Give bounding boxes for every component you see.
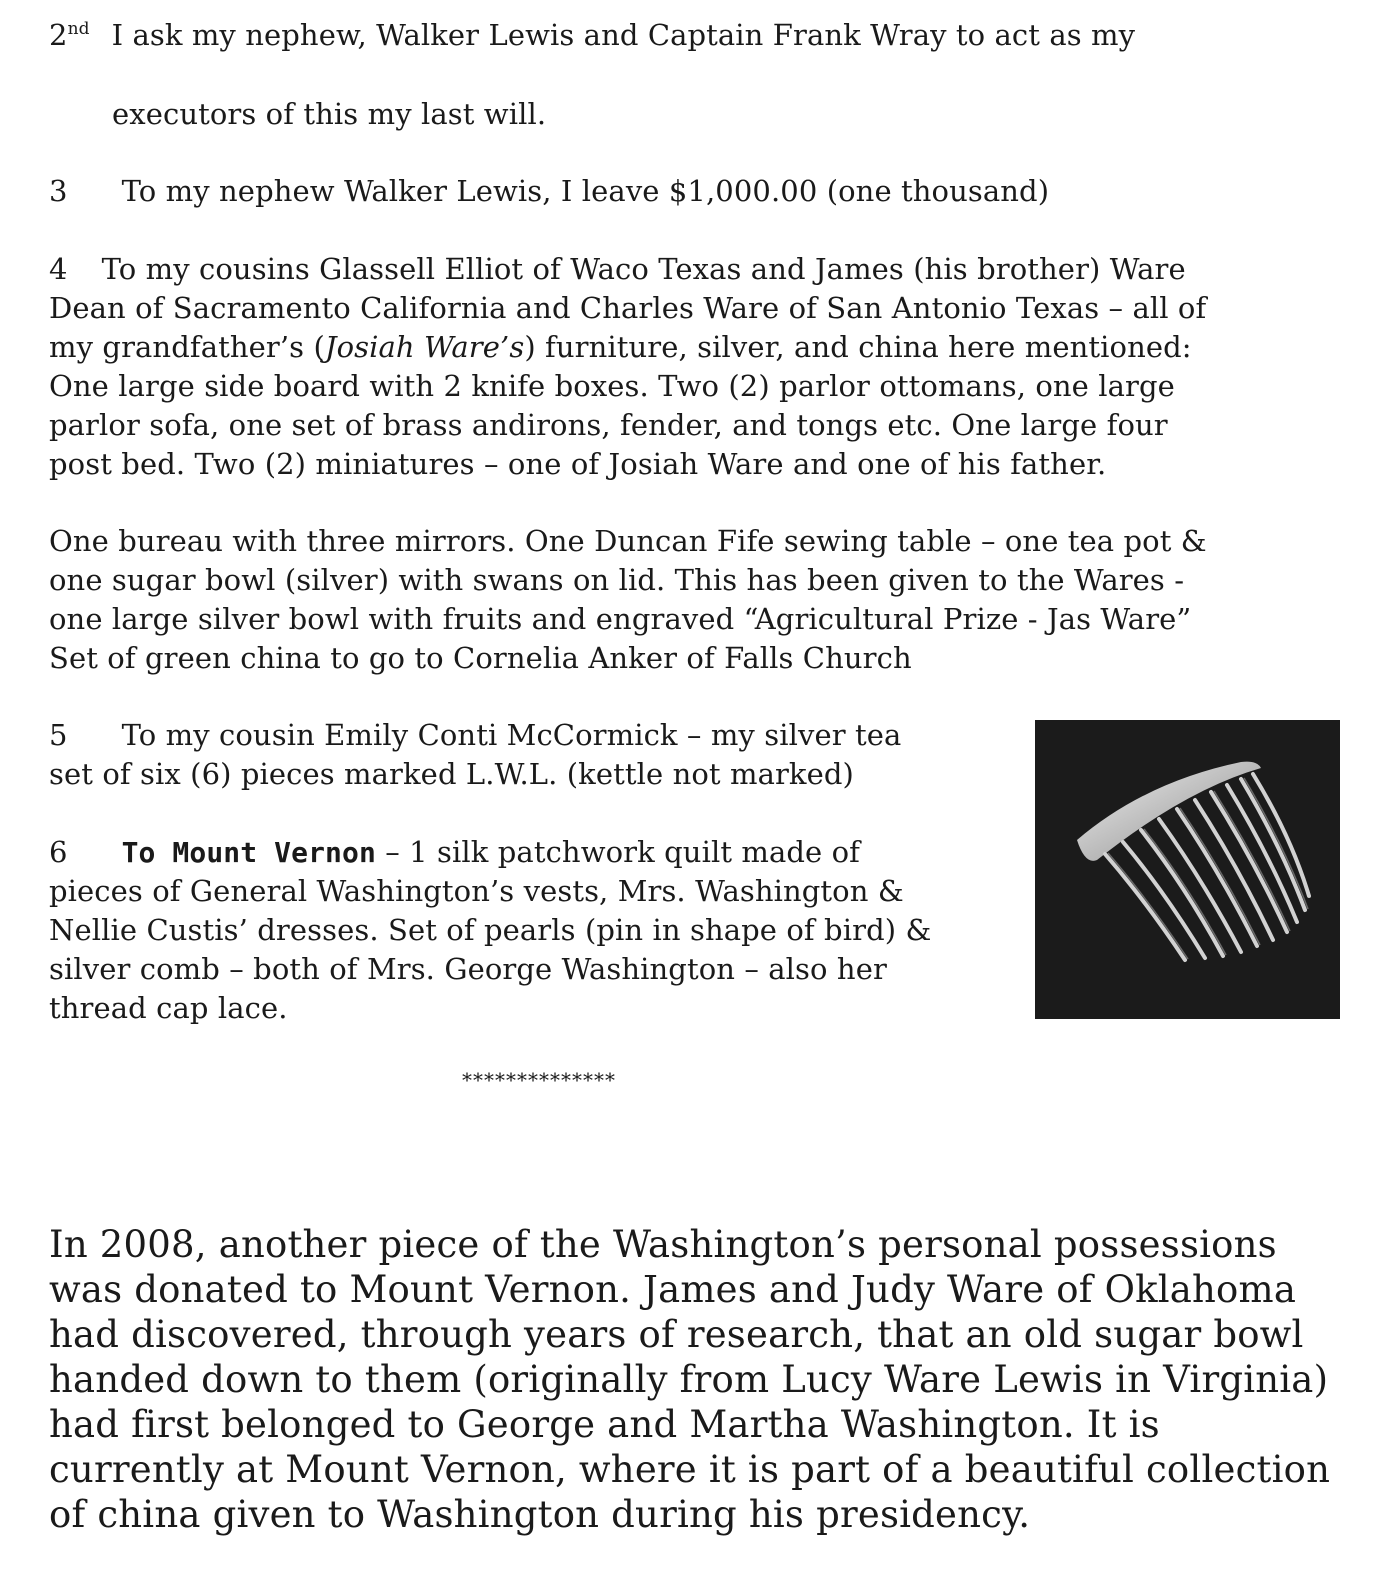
item-4-line-3-end: ) furniture, silver, and china here mentioned: <box>524 330 1192 364</box>
item-6-text-1: – 1 silk patchwork quilt made of <box>375 835 861 869</box>
closing-line-1: In 2008, another piece of the Washington’s personal possessions <box>49 1223 1277 1266</box>
comb-image <box>1035 720 1340 1019</box>
item-4-line-3 <box>49 328 1192 367</box>
item-4b-line-4: Set of green china to go to Cornelia Anker of Falls Church <box>49 641 912 675</box>
item-6-number: 6 <box>49 835 68 869</box>
item-2-line-1 <box>49 16 1135 55</box>
item-2-line-2: executors of this my last will. <box>112 97 547 131</box>
closing-line-2: was donated to Mount Vernon. James and Judy Ware of Oklahoma <box>49 1268 1297 1311</box>
item-4b-line-1: One bureau with three mirrors. One Duncan Fife sewing table – one tea pot & <box>49 524 1207 558</box>
item-4-line-2: Dean of Sacramento California and Charles Ware of San Antonio Texas – all of <box>49 291 1207 325</box>
closing-line-3: had discovered, through years of research, that an old sugar bowl <box>49 1313 1304 1356</box>
item-4-line-4: One large side board with 2 knife boxes. Two (2) parlor ottomans, one large <box>49 369 1175 403</box>
item-4-line-1 <box>49 250 1186 289</box>
item-6-line-5: thread cap lace. <box>49 991 288 1025</box>
item-5-number: 5 <box>49 718 68 752</box>
item-4-line-5: parlor sofa, one set of brass andirons, fender, and tongs etc. One large four <box>49 408 1168 442</box>
item-4b-line-3: one large silver bowl with fruits and engraved “Agricultural Prize - Jas Ware” <box>49 602 1192 636</box>
closing-line-5: had first belonged to George and Martha Washington. It is <box>49 1403 1160 1446</box>
item-3-line <box>49 172 1049 211</box>
closing-line-7: of china given to Washington during his presidency. <box>49 1493 1031 1536</box>
item-4-italic-name: Josiah Ware’s <box>324 330 525 364</box>
item-2-number: 2nd <box>49 18 90 52</box>
item-3-text: To my nephew Walker Lewis, I leave $1,000.00 (one thousand) <box>121 174 1050 208</box>
item-5-text-1: To my cousin Emily Conti McCormick – my silver tea <box>121 718 902 752</box>
item-6-line-2: pieces of General Washington’s vests, Mrs. Washington & <box>49 874 904 908</box>
item-4-text-1: To my cousins Glassell Elliot of Waco Texas and James (his brother) Ware <box>101 252 1186 286</box>
item-2-text-1: I ask my nephew, Walker Lewis and Captain Frank Wray to act as my <box>111 18 1136 52</box>
item-5-line-2: set of six (6) pieces marked L.W.L. (kettle not marked) <box>49 757 854 791</box>
item-5-line-1 <box>49 716 901 755</box>
item-6-line-3: Nellie Custis’ dresses. Set of pearls (pin in shape of bird) & <box>49 913 932 947</box>
item-6-bold-heading: To Mount Vernon <box>121 836 376 869</box>
closing-line-6: currently at Mount Vernon, where it is part of a beautiful collection <box>49 1448 1331 1491</box>
item-4-number: 4 <box>49 252 68 286</box>
item-6-line-1 <box>49 833 860 872</box>
section-separator: ************** <box>462 1068 616 1092</box>
silver-comb-photo <box>1035 720 1340 1019</box>
item-4b-line-2: one sugar bowl (silver) with swans on lid. This has been given to the Wares - <box>49 563 1185 597</box>
closing-line-4: handed down to them (originally from Lucy Ware Lewis in Virginia) <box>49 1358 1329 1401</box>
item-4-line-3-start: my grandfather’s ( <box>49 330 325 364</box>
item-4-line-6: post bed. Two (2) miniatures – one of Josiah Ware and one of his father. <box>49 447 1107 481</box>
item-6-line-4: silver comb – both of Mrs. George Washington – also her <box>49 952 887 986</box>
item-3-number: 3 <box>49 174 68 208</box>
